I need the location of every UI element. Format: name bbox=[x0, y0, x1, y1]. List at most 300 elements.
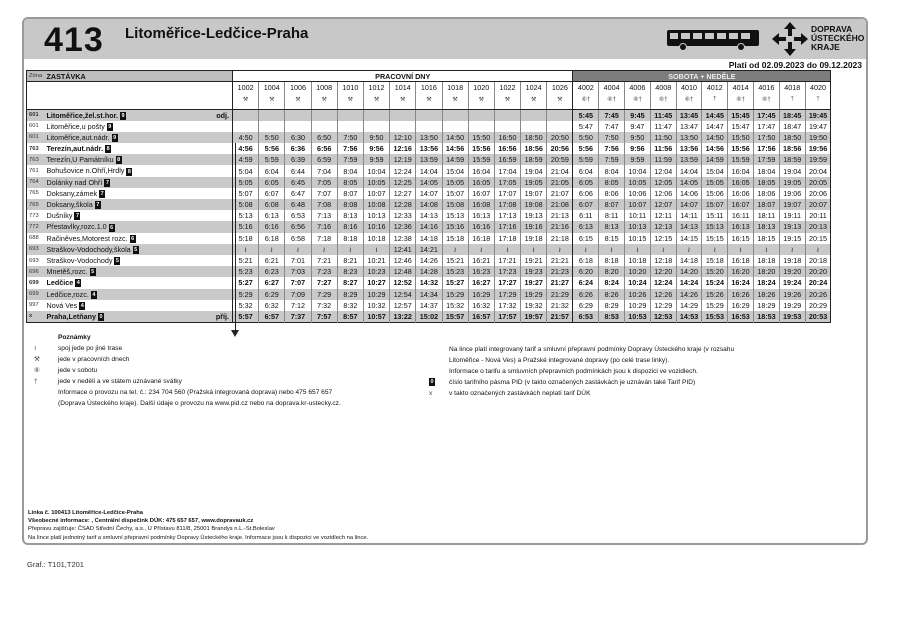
departure-time: 7:37 bbox=[285, 311, 311, 322]
departure-time: 6:08 bbox=[259, 199, 285, 210]
departure-time bbox=[494, 110, 520, 121]
departure-time: 8:07 bbox=[599, 199, 625, 210]
trip-number: 1006 bbox=[285, 82, 311, 96]
departure-time bbox=[547, 121, 573, 132]
departure-time: 5:07 bbox=[233, 188, 259, 199]
departure-time: ≀ bbox=[573, 244, 599, 255]
stop-name: Ledčice,rozc. bbox=[46, 289, 89, 299]
departure-time: 14:21 bbox=[416, 244, 442, 255]
note-text: Na lince platí integrovaný tarif a smluvní přepravní podmínky Dopravy Ústeckého kraje (v rozsahu bbox=[449, 346, 735, 353]
departure-time: 10:24 bbox=[625, 277, 651, 288]
departure-time: 16:15 bbox=[728, 233, 754, 244]
departure-time: 13:59 bbox=[676, 154, 702, 165]
pid-zone-badge: 9 bbox=[113, 135, 117, 142]
departure-time: 5:23 bbox=[233, 266, 259, 277]
trip-number: 1024 bbox=[521, 82, 547, 96]
departure-time: 7:45 bbox=[599, 110, 625, 121]
departure-time: 6:58 bbox=[285, 233, 311, 244]
footer-tariff: Na lince platí jednotný tarif a smluvní přepravní podmínky Dopravy Ústeckého kraje. Informace jsou k dispozici ve vozidlech na lince. bbox=[28, 534, 369, 541]
note-symbol-icon bbox=[429, 355, 449, 366]
zone-number: 601 bbox=[27, 132, 45, 143]
departure-time: 10:18 bbox=[625, 255, 651, 266]
departure-time: 14:50 bbox=[702, 132, 728, 143]
trip-number: 4006 bbox=[625, 82, 651, 96]
departure-time: 7:16 bbox=[311, 221, 337, 232]
weekday-header: PRACOVNÍ DNY bbox=[233, 71, 573, 82]
logo-text-line: DOPRAVA bbox=[811, 24, 853, 34]
direction-label bbox=[211, 266, 233, 277]
weekend-symbol: ⑥† bbox=[650, 96, 676, 110]
departure-time bbox=[390, 110, 416, 121]
operator-logo-text bbox=[811, 25, 864, 52]
departure-time: 7:13 bbox=[311, 210, 337, 221]
departure-time: 7:03 bbox=[285, 266, 311, 277]
departure-time: 12:07 bbox=[650, 199, 676, 210]
departure-time: 11:56 bbox=[650, 143, 676, 154]
departure-time: 16:24 bbox=[728, 277, 754, 288]
departure-time bbox=[416, 110, 442, 121]
departure-time: 7:07 bbox=[311, 188, 337, 199]
trip-number: 4002 bbox=[573, 82, 599, 96]
departure-time: ≀ bbox=[650, 244, 676, 255]
table-row bbox=[27, 143, 831, 154]
departure-time: 18:29 bbox=[754, 300, 780, 311]
weekday-symbol: ⚒ bbox=[337, 96, 363, 110]
departure-time: 14:18 bbox=[416, 233, 442, 244]
departure-time: 10:16 bbox=[363, 221, 389, 232]
table-row bbox=[27, 132, 831, 143]
departure-time: ≀ bbox=[233, 244, 259, 255]
departure-time: 9:56 bbox=[625, 143, 651, 154]
weekday-symbol: ⚒ bbox=[390, 96, 416, 110]
trip-number: 4012 bbox=[702, 82, 728, 96]
departure-time: 7:07 bbox=[285, 277, 311, 288]
weekday-symbol: ⚒ bbox=[468, 96, 494, 110]
departure-time: 15:06 bbox=[702, 188, 728, 199]
departure-time: 18:47 bbox=[779, 121, 805, 132]
departure-time: 10:04 bbox=[363, 165, 389, 176]
departure-time: 18:26 bbox=[754, 289, 780, 300]
departure-time: ≀ bbox=[676, 244, 702, 255]
departure-time: 16:07 bbox=[728, 199, 754, 210]
departure-time: 10:05 bbox=[625, 177, 651, 188]
notes-right bbox=[429, 344, 734, 399]
table-row bbox=[27, 210, 831, 221]
zone-number: 763 bbox=[27, 154, 45, 165]
departure-time bbox=[337, 121, 363, 132]
departure-time: 7:09 bbox=[285, 289, 311, 300]
weekday-symbol: ⚒ bbox=[521, 96, 547, 110]
departure-time: 14:56 bbox=[702, 143, 728, 154]
stop-name-cell bbox=[45, 244, 211, 255]
departure-time: 12:16 bbox=[390, 143, 416, 154]
stop-name-cell bbox=[45, 165, 211, 176]
departure-time: 9:45 bbox=[625, 110, 651, 121]
trip-number-row bbox=[27, 82, 831, 96]
departure-time: 10:13 bbox=[625, 221, 651, 232]
zone-number: 601 bbox=[27, 110, 45, 121]
departure-time: 10:18 bbox=[363, 233, 389, 244]
departure-time: 13:50 bbox=[676, 132, 702, 143]
zone-number: 601 bbox=[29, 123, 39, 130]
stop-name: Doksany,škola bbox=[46, 200, 93, 210]
departure-time: 16:27 bbox=[468, 277, 494, 288]
departure-time: ≀ bbox=[702, 244, 728, 255]
zone-number: x bbox=[27, 311, 45, 322]
table-row bbox=[27, 233, 831, 244]
pid-zone-badge: 8 bbox=[127, 168, 131, 175]
departure-time: 5:59 bbox=[259, 154, 285, 165]
departure-time: 19:13 bbox=[779, 221, 805, 232]
pid-zone-badge: 7 bbox=[100, 190, 104, 197]
table-row bbox=[27, 300, 831, 311]
trip-number: 1010 bbox=[337, 82, 363, 96]
departure-time bbox=[233, 121, 259, 132]
departure-time: 15:08 bbox=[442, 199, 468, 210]
departure-time bbox=[233, 110, 259, 121]
note-text: v takto označených zastávkách neplatí tarif DÚK bbox=[449, 390, 591, 397]
departure-time: 17:08 bbox=[494, 199, 520, 210]
departure-time: 15:29 bbox=[702, 300, 728, 311]
departure-time: 14:11 bbox=[676, 210, 702, 221]
departure-time: 10:21 bbox=[363, 255, 389, 266]
graf-label: Graf.: T101,T201 bbox=[27, 560, 84, 569]
table-row bbox=[27, 188, 831, 199]
weekday-symbol: ⚒ bbox=[259, 96, 285, 110]
departure-time: 11:59 bbox=[650, 154, 676, 165]
departure-time: 18:50 bbox=[521, 132, 547, 143]
stop-name: Praha,Letňany bbox=[46, 311, 97, 321]
departure-time: 16:08 bbox=[468, 199, 494, 210]
departure-time: ≀ bbox=[521, 244, 547, 255]
departure-time: 6:53 bbox=[573, 311, 599, 322]
note-item bbox=[429, 366, 734, 377]
departure-time: 19:20 bbox=[779, 266, 805, 277]
stop-name: Straškov-Vodochody bbox=[46, 255, 113, 265]
trip-number: 4008 bbox=[650, 82, 676, 96]
note-text: Informace o tarifu a smluvních přepravních podmínkách jsou k dispozici ve vozidlech. bbox=[449, 368, 698, 375]
departure-time: 8:26 bbox=[599, 289, 625, 300]
blank-cell bbox=[211, 82, 233, 96]
departure-time: 4:59 bbox=[233, 154, 259, 165]
departure-time: 7:04 bbox=[311, 165, 337, 176]
departure-time: 7:47 bbox=[599, 121, 625, 132]
departure-time: 6:39 bbox=[285, 154, 311, 165]
direction-label bbox=[211, 143, 233, 154]
table-row bbox=[27, 177, 831, 188]
blank-cell bbox=[211, 96, 233, 110]
departure-time: 14:29 bbox=[676, 300, 702, 311]
departure-time: 10:05 bbox=[363, 177, 389, 188]
departure-time: 6:21 bbox=[259, 255, 285, 266]
departure-time: 9:56 bbox=[363, 143, 389, 154]
blank-cell bbox=[45, 82, 211, 96]
departure-time: 16:21 bbox=[468, 255, 494, 266]
departure-time: 6:47 bbox=[285, 188, 311, 199]
direction-label bbox=[211, 132, 233, 143]
departure-time: 14:32 bbox=[416, 277, 442, 288]
departure-time: 16:50 bbox=[494, 132, 520, 143]
departure-time: 9:50 bbox=[625, 132, 651, 143]
departure-time bbox=[494, 121, 520, 132]
departure-time: 8:04 bbox=[599, 165, 625, 176]
departure-time: 7:05 bbox=[311, 177, 337, 188]
departure-time: 11:45 bbox=[650, 110, 676, 121]
departure-time: 21:57 bbox=[547, 311, 573, 322]
departure-time: ≀ bbox=[754, 244, 780, 255]
departure-time: 16:29 bbox=[728, 300, 754, 311]
departure-time: 19:21 bbox=[521, 255, 547, 266]
stop-name: Dušníky bbox=[46, 211, 73, 221]
departure-time: 20:53 bbox=[805, 311, 831, 322]
departure-time: 16:16 bbox=[468, 221, 494, 232]
footer-general-info: Všeobecné informace: , Centrální dispečink DÚK: 475 657 657, www.dopravauk.cz bbox=[28, 518, 254, 525]
departure-time: 18:24 bbox=[754, 277, 780, 288]
departure-time: 14:05 bbox=[676, 177, 702, 188]
departure-time: 12:27 bbox=[390, 188, 416, 199]
direction-label bbox=[211, 300, 233, 311]
pid-zone-badge: 8 bbox=[106, 146, 110, 153]
stop-name-cell bbox=[45, 221, 211, 232]
departure-time: 21:18 bbox=[547, 233, 573, 244]
departure-time: 12:13 bbox=[650, 221, 676, 232]
weekend-symbol: ⑥† bbox=[625, 96, 651, 110]
stop-name-cell bbox=[45, 188, 211, 199]
departure-time: 19:05 bbox=[779, 177, 805, 188]
departure-time: 10:29 bbox=[363, 289, 389, 300]
departure-time: 8:08 bbox=[337, 199, 363, 210]
departure-time: 10:32 bbox=[363, 300, 389, 311]
departure-time: 16:23 bbox=[468, 266, 494, 277]
departure-time: 16:13 bbox=[468, 210, 494, 221]
departure-time: 20:15 bbox=[805, 233, 831, 244]
departure-time: 19:57 bbox=[521, 311, 547, 322]
note-symbol-icon bbox=[429, 344, 449, 355]
departure-time: 14:16 bbox=[416, 221, 442, 232]
departure-time: 6:32 bbox=[259, 300, 285, 311]
departure-time: 8:05 bbox=[337, 177, 363, 188]
note-symbol-icon bbox=[28, 387, 58, 398]
stop-name: Straškov-Vodochody,škola bbox=[46, 244, 131, 254]
departure-time: 10:07 bbox=[363, 188, 389, 199]
departure-time: 15:26 bbox=[702, 289, 728, 300]
departure-time: 7:27 bbox=[311, 277, 337, 288]
departure-time: 18:18 bbox=[754, 255, 780, 266]
departure-time: 13:47 bbox=[676, 121, 702, 132]
departure-time bbox=[468, 121, 494, 132]
departure-time: 6:05 bbox=[573, 177, 599, 188]
departure-time: 8:15 bbox=[599, 233, 625, 244]
trip-number: 1016 bbox=[416, 82, 442, 96]
note-text: jede v neděli a ve státem uznávané svátky bbox=[58, 378, 182, 385]
departure-time: 16:56 bbox=[494, 143, 520, 154]
trip-number: 1014 bbox=[390, 82, 416, 96]
zone-number: 761 bbox=[29, 168, 39, 175]
departure-time: 5:59 bbox=[573, 154, 599, 165]
bus-icon bbox=[666, 29, 760, 51]
departure-time: 19:24 bbox=[779, 277, 805, 288]
departure-time: 20:05 bbox=[805, 177, 831, 188]
departure-time: 18:13 bbox=[754, 221, 780, 232]
departure-time: 19:13 bbox=[521, 210, 547, 221]
departure-time: 14:28 bbox=[416, 266, 442, 277]
departure-time: 15:50 bbox=[468, 132, 494, 143]
stop-name-cell bbox=[45, 110, 211, 121]
departure-time: 20:18 bbox=[805, 255, 831, 266]
departure-time: 5:50 bbox=[259, 132, 285, 143]
departure-time: 20:29 bbox=[805, 300, 831, 311]
departure-time: 6:04 bbox=[573, 165, 599, 176]
stop-name: Doksany,zámek bbox=[46, 188, 98, 198]
timetable-frame bbox=[22, 17, 868, 545]
departure-time: 7:59 bbox=[599, 154, 625, 165]
departure-time: 6:44 bbox=[285, 165, 311, 176]
pid-zone-badge: 4 bbox=[76, 280, 80, 287]
departure-time: 7:57 bbox=[311, 311, 337, 322]
departure-time: 10:06 bbox=[625, 188, 651, 199]
direction-label bbox=[211, 277, 233, 288]
note-symbol-icon: ≀ bbox=[34, 345, 37, 352]
departure-time: 14:53 bbox=[676, 311, 702, 322]
departure-time: 10:23 bbox=[363, 266, 389, 277]
note-text: jede v pracovních dnech bbox=[58, 356, 130, 363]
table-row bbox=[27, 221, 831, 232]
departure-time: 14:05 bbox=[416, 177, 442, 188]
departure-time: 15:29 bbox=[442, 289, 468, 300]
pid-zone-badge: 6 bbox=[131, 235, 135, 242]
pid-zone-badge: 4 bbox=[80, 302, 84, 309]
departure-time: 15:59 bbox=[728, 154, 754, 165]
departure-time bbox=[259, 110, 285, 121]
departure-time: ≀ bbox=[494, 244, 520, 255]
zone-number: 997 bbox=[29, 302, 39, 309]
weekday-symbol: ⚒ bbox=[285, 96, 311, 110]
stop-name-cell bbox=[45, 132, 211, 143]
departure-time: 18:45 bbox=[779, 110, 805, 121]
departure-time: 6:29 bbox=[573, 300, 599, 311]
pid-zone-badge: 7 bbox=[105, 179, 109, 186]
direction-arrow-line bbox=[235, 143, 236, 334]
departure-time: 19:04 bbox=[521, 165, 547, 176]
note-symbol-icon: 0 bbox=[430, 379, 434, 386]
departure-time: 6:26 bbox=[573, 289, 599, 300]
zone-number: 765 bbox=[29, 190, 39, 197]
departure-time: 5:18 bbox=[233, 233, 259, 244]
departure-time: 6:36 bbox=[285, 143, 311, 154]
departure-time: 19:47 bbox=[805, 121, 831, 132]
departure-time: ≀ bbox=[363, 244, 389, 255]
departure-time: 6:06 bbox=[573, 188, 599, 199]
departure-time: 7:50 bbox=[337, 132, 363, 143]
departure-time: 19:11 bbox=[779, 210, 805, 221]
trip-number: 1020 bbox=[468, 82, 494, 96]
departure-time: 17:50 bbox=[754, 132, 780, 143]
note-item bbox=[28, 387, 341, 398]
departure-time: 10:07 bbox=[625, 199, 651, 210]
departure-time: 18:05 bbox=[754, 177, 780, 188]
departure-time: 14:50 bbox=[442, 132, 468, 143]
departure-time: 8:29 bbox=[599, 300, 625, 311]
departure-time: 19:18 bbox=[779, 255, 805, 266]
departure-time: 7:08 bbox=[311, 199, 337, 210]
departure-time: 8:05 bbox=[599, 177, 625, 188]
departure-time bbox=[390, 121, 416, 132]
departure-time: 15:53 bbox=[702, 311, 728, 322]
departure-time: 14:07 bbox=[416, 188, 442, 199]
departure-time: 13:56 bbox=[416, 143, 442, 154]
departure-time: 12:11 bbox=[650, 210, 676, 221]
departure-time: 13:50 bbox=[416, 132, 442, 143]
departure-time: 21:29 bbox=[547, 289, 573, 300]
departure-time: 17:13 bbox=[494, 210, 520, 221]
departure-time: 6:05 bbox=[259, 177, 285, 188]
departure-time: 6:56 bbox=[285, 221, 311, 232]
departure-time: ≀ bbox=[311, 244, 337, 255]
departure-time: 16:04 bbox=[468, 165, 494, 176]
departure-time: 14:34 bbox=[416, 289, 442, 300]
zone-number: 772 bbox=[27, 221, 45, 232]
departure-time: 6:18 bbox=[259, 233, 285, 244]
timetable-header bbox=[24, 19, 866, 59]
departure-time: 15:05 bbox=[442, 177, 468, 188]
pid-zone-badge: 9 bbox=[121, 112, 125, 119]
direction-label bbox=[211, 255, 233, 266]
blank-cell bbox=[45, 96, 211, 110]
stop-name-cell bbox=[45, 266, 211, 277]
stop-name-cell bbox=[45, 154, 211, 165]
departure-time: 10:29 bbox=[625, 300, 651, 311]
direction-label bbox=[211, 121, 233, 132]
departure-time: 17:57 bbox=[494, 311, 520, 322]
departure-time: 11:50 bbox=[650, 132, 676, 143]
stop-name: Litoměřice,žel.st.hor. bbox=[46, 110, 118, 120]
weekday-symbol: ⚒ bbox=[416, 96, 442, 110]
departure-time: 16:05 bbox=[728, 177, 754, 188]
departure-time: 15:56 bbox=[728, 143, 754, 154]
stop-name: Litoměřice,u pošty bbox=[46, 121, 105, 131]
footer-info bbox=[28, 509, 368, 542]
note-text: Informace o provozu na tel. č.: 234 704 560 (Pražská integrovaná doprava) nebo 475 657 657 bbox=[58, 389, 333, 396]
departure-time: 21:13 bbox=[547, 210, 573, 221]
departure-time bbox=[259, 121, 285, 132]
departure-time: ≀ bbox=[728, 244, 754, 255]
weekday-symbol: ⚒ bbox=[494, 96, 520, 110]
logo-text-line: ÚSTECKÉHO bbox=[811, 33, 865, 43]
departure-time: 12:19 bbox=[390, 154, 416, 165]
departure-time: 16:04 bbox=[728, 165, 754, 176]
stop-name: Ledčice bbox=[46, 278, 74, 288]
table-row bbox=[27, 121, 831, 132]
departure-time: 5:05 bbox=[233, 177, 259, 188]
note-item bbox=[28, 376, 341, 387]
weekend-symbol: ⑥† bbox=[754, 96, 780, 110]
route-name: Litoměřice-Ledčice-Praha bbox=[125, 25, 309, 42]
trip-number: 1018 bbox=[442, 82, 468, 96]
table-row bbox=[27, 277, 831, 288]
departure-time: 17:32 bbox=[494, 300, 520, 311]
pid-zone-badge: 6 bbox=[110, 224, 114, 231]
departure-time: 9:47 bbox=[625, 121, 651, 132]
departure-time: 20:26 bbox=[805, 289, 831, 300]
weekend-symbol: † bbox=[702, 96, 728, 110]
departure-time: 12:57 bbox=[390, 300, 416, 311]
departure-time: 7:50 bbox=[599, 132, 625, 143]
departure-time: 19:05 bbox=[521, 177, 547, 188]
direction-label: příj. bbox=[211, 311, 233, 322]
departure-time: 7:59 bbox=[337, 154, 363, 165]
departure-time: 12:38 bbox=[390, 233, 416, 244]
zone-number: 765 bbox=[27, 199, 45, 210]
